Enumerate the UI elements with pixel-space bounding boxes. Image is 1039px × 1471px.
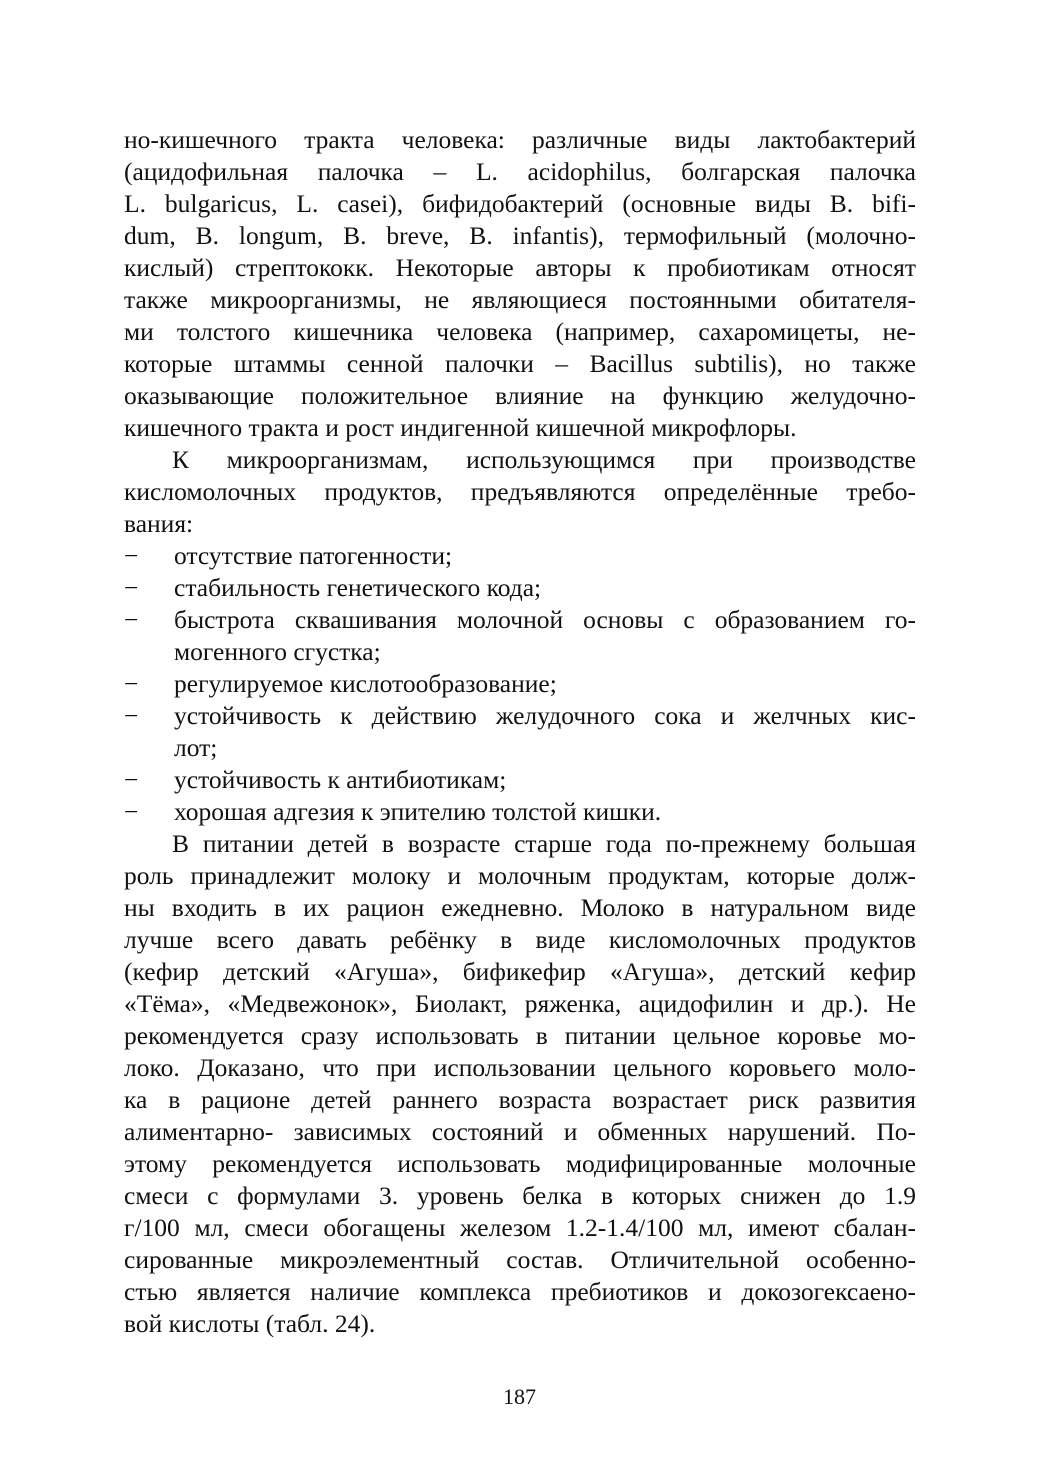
text-line: ны входить в их рацион ежедневно. Молоко в натуральном виде bbox=[124, 893, 916, 922]
list-dash: − bbox=[124, 541, 139, 570]
list-dash: − bbox=[124, 701, 139, 730]
list-item bbox=[124, 764, 916, 796]
text-line: рекомендуется сразу использовать в питании цельное коровье мо- bbox=[124, 1021, 916, 1050]
page-number: 187 bbox=[503, 1384, 536, 1409]
text-line: локо. Доказано, что при использовании цельного коровьего моло- bbox=[124, 1053, 916, 1082]
text-line: В питании детей в возрасте старше года по-прежнему большая bbox=[172, 829, 916, 858]
text-line: алиментарно- зависимых состояний и обменных нарушений. По- bbox=[124, 1117, 916, 1146]
list-item-continuation bbox=[124, 732, 916, 764]
text-line: стью является наличие комплекса пребиотиков и докозогексаено- bbox=[124, 1277, 916, 1306]
text-line: кисломолочных продуктов, предъявляются определённые требо- bbox=[124, 477, 916, 506]
text-line: вой кислоты (табл. 24). bbox=[124, 1309, 376, 1338]
text-line: dum, B. longum, B. breve, B. infantis), термофильный (молочно- bbox=[124, 221, 916, 250]
list-item-text: могенного сгустка; bbox=[174, 637, 381, 666]
list-item bbox=[124, 572, 916, 604]
text-line: кислый) стрептококк. Некоторые авторы к пробиотикам относят bbox=[124, 253, 916, 282]
list-item-text: устойчивость к антибиотикам; bbox=[174, 765, 507, 794]
text-line: но-кишечного тракта человека: различные виды лактобактерий bbox=[124, 125, 916, 154]
list-item-text: стабильность генетического кода; bbox=[174, 573, 542, 602]
list-dash: − bbox=[124, 797, 139, 826]
list-dash: − bbox=[124, 765, 139, 794]
list-item-continuation bbox=[124, 636, 916, 668]
text-line: смеси с формулами 3. уровень белка в которых снижен до 1.9 bbox=[124, 1181, 916, 1210]
list-item bbox=[124, 796, 916, 828]
list-item-text: устойчивость к действию желудочного сока и желчных кис- bbox=[174, 701, 916, 730]
list-dash: − bbox=[124, 605, 139, 634]
list-item bbox=[124, 604, 916, 636]
text-line: вания: bbox=[124, 509, 194, 538]
list-item-text: отсутствие патогенности; bbox=[174, 541, 453, 570]
list-item-text: регулируемое кислотообразование; bbox=[174, 669, 557, 698]
text-line: L. bulgaricus, L. casei), бифидобактерий (основные виды B. bifi- bbox=[124, 189, 916, 218]
text-line: кишечного тракта и рост индигенной кишечной микрофлоры. bbox=[124, 413, 797, 442]
requirements-list bbox=[124, 540, 916, 828]
text-line: которые штаммы сенной палочки – Bacillus subtilis), но также bbox=[124, 349, 916, 378]
text-line: (кефир детский «Агуша», бификефир «Агуша», детский кефир bbox=[124, 957, 916, 986]
text-line: роль принадлежит молоку и молочным продуктам, которые долж- bbox=[124, 861, 916, 890]
list-item bbox=[124, 540, 916, 572]
text-line: (ацидофильная палочка – L. acidophilus, болгарская палочка bbox=[124, 157, 916, 186]
text-line: ми толстого кишечника человека (например, сахаромицеты, не- bbox=[124, 317, 916, 346]
page-body bbox=[124, 124, 916, 1340]
list-item bbox=[124, 668, 916, 700]
list-item bbox=[124, 700, 916, 732]
list-dash: − bbox=[124, 669, 139, 698]
text-line: лучше всего давать ребёнку в виде кисломолочных продуктов bbox=[124, 925, 916, 954]
paragraph-probiotics bbox=[124, 124, 916, 444]
text-line: «Тёма», «Медвежонок», Биолакт, ряженка, ацидофилин и др.). Не bbox=[124, 989, 916, 1018]
list-item-text: хорошая адгезия к эпителию толстой кишки. bbox=[174, 797, 662, 826]
text-line: г/100 мл, смеси обогащены железом 1.2-1.4/100 мл, имеют сбалан- bbox=[124, 1213, 916, 1242]
text-line: ка в рационе детей раннего возраста возрастает риск развития bbox=[124, 1085, 916, 1114]
text-line: оказывающие положительное влияние на функцию желудочно- bbox=[124, 381, 916, 410]
text-line: К микроорганизмам, использующимся при производстве bbox=[172, 445, 916, 474]
paragraph-requirements-intro bbox=[124, 444, 916, 540]
text-line: также микроорганизмы, не являющиеся постоянными обитателя- bbox=[124, 285, 916, 314]
list-item-text: быстрота сквашивания молочной основы с образованием го- bbox=[174, 605, 916, 634]
text-line: сированные микроэлементный состав. Отличительной особенно- bbox=[124, 1245, 916, 1274]
list-item-text: лот; bbox=[174, 733, 218, 762]
text-line: этому рекомендуется использовать модифицированные молочные bbox=[124, 1149, 916, 1178]
list-dash: − bbox=[124, 573, 139, 602]
paragraph-child-nutrition bbox=[124, 828, 916, 1340]
